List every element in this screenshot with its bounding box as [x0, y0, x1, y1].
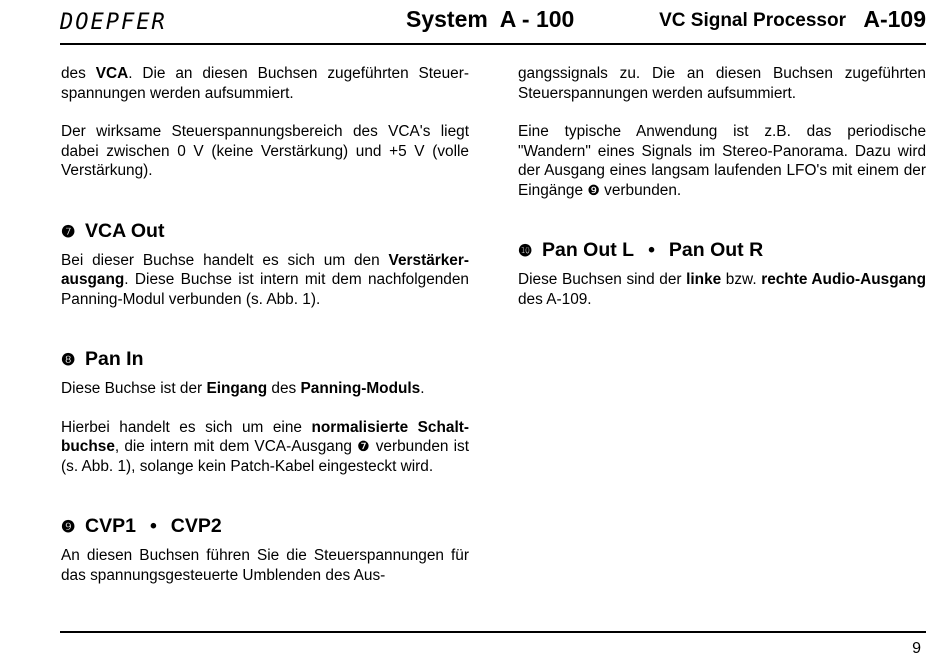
- bold-text: Panning-Moduls: [300, 380, 421, 397]
- paragraph: [61, 379, 469, 399]
- number-7-icon: ❼: [61, 223, 76, 241]
- heading-text: Pan Out L: [542, 239, 635, 261]
- heading-text: Pan In: [85, 348, 144, 370]
- text: . Diese Buchse ist intern mit dem nachfolgenden Panning-Modul verbunden (s. Abb. 1).: [61, 271, 469, 308]
- text: bzw.: [721, 271, 762, 288]
- text: Eine typische Anwendung ist z.B. das periodische "Wandern" eines Signals im Stereo-Panorama. Dazu wird der Ausgang eines langsam laufenden LFO's mit einem der Eingänge: [518, 123, 926, 199]
- product-title: VC Signal Processor: [659, 10, 846, 31]
- system-title: System A - 100: [406, 6, 575, 32]
- heading-text: Pan Out R: [668, 239, 764, 261]
- text: des: [61, 65, 96, 82]
- paragraph: Der wirksame Steuerspannungsbereich des VCA's liegt dabei zwischen 0 V (keine Verstärkung) und +5 V (volle Verstärkung).: [61, 123, 469, 179]
- text: des: [267, 380, 301, 397]
- number-8-icon: ❽: [61, 352, 76, 369]
- text: , die intern mit dem VCA-Ausgang: [114, 438, 358, 455]
- text: verbunden.: [599, 181, 682, 199]
- bold-text: Eingang: [206, 380, 268, 397]
- number-10-icon: ❿: [518, 243, 533, 260]
- bold-text: rechte Audio-Ausgang: [761, 271, 926, 288]
- section-heading-vca-out: [61, 219, 469, 245]
- number-9-icon: ❾: [61, 519, 76, 536]
- footer-divider: [60, 631, 926, 633]
- bold-text: VCA: [95, 65, 129, 82]
- text: .: [420, 380, 425, 397]
- section-heading-pan-in: [61, 347, 469, 373]
- heading-text: CVP2: [170, 515, 222, 537]
- number-9-icon: ❾: [587, 181, 600, 198]
- paragraph: [518, 270, 926, 309]
- paragraph: An diesen Buchsen führen Sie die Steuerspannungen für das spannungsgesteuerte Umblenden des Aus-: [61, 547, 469, 584]
- bold-text: Verstärkerausgang: [61, 251, 469, 288]
- bullet-separator: •: [149, 515, 157, 537]
- bold-text: normalisierte Schaltbuchse: [61, 418, 469, 455]
- page-header: [60, 0, 926, 44]
- paragraph: [61, 64, 469, 103]
- text: des A-109.: [518, 290, 592, 308]
- text: Diese Buchsen sind der: [518, 271, 687, 288]
- bullet-separator: •: [648, 239, 655, 261]
- bold-text: linke: [686, 271, 722, 288]
- paragraph: [61, 418, 469, 477]
- left-column: [61, 64, 469, 585]
- paragraph: gangssignals zu. Die an diesen Buchsen zugeführten Steuerspannungen werden aufsummiert.: [518, 65, 926, 102]
- text: . Die an diesen Buchsen zugeführten Steuerspannungen werden aufsummiert.: [61, 65, 469, 102]
- section-heading-cvp: [61, 514, 469, 540]
- header-divider: [60, 43, 926, 45]
- paragraph: [61, 251, 469, 310]
- model-number: A-109: [863, 6, 926, 32]
- number-7-icon: ❼: [357, 438, 371, 454]
- paragraph: [518, 122, 926, 200]
- right-column: [518, 64, 926, 328]
- section-heading-pan-out: [518, 238, 926, 264]
- text: Bei dieser Buchse handelt es sich um den: [61, 251, 389, 269]
- text: verbunden ist (s. Abb. 1), solange kein Patch-Kabel eingesteckt wird.: [61, 438, 469, 475]
- text: Diese Buchse ist der: [61, 380, 207, 397]
- heading-text: VCA Out: [85, 219, 165, 242]
- doepfer-logo: DOEPFER: [60, 10, 167, 35]
- page-number: 9: [912, 640, 921, 657]
- heading-text: CVP1: [85, 515, 136, 537]
- text: Hierbei handelt es sich um eine: [61, 418, 312, 436]
